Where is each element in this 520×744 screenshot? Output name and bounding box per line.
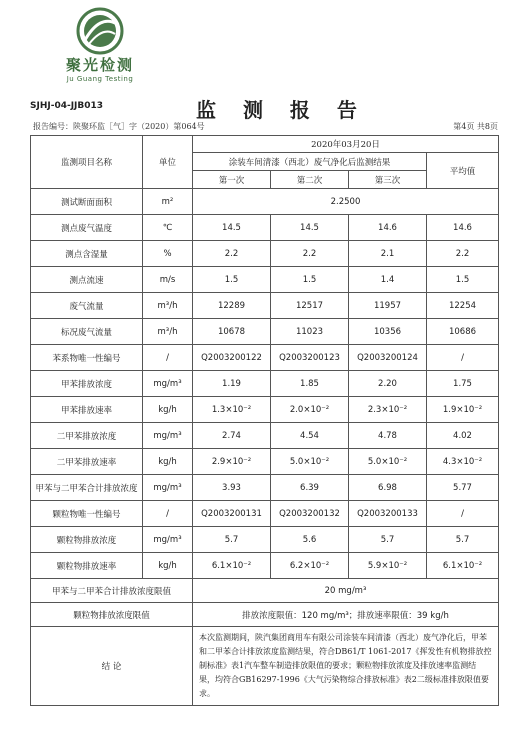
table-row (31, 267, 499, 293)
row-unit: / (143, 501, 193, 527)
row-label: 二甲苯排放速率 (31, 449, 143, 475)
avg-value: 1.9×10⁻² (427, 397, 499, 423)
header-subtitle: 涂装车间清漆（西北）废气净化后监测结果 (193, 153, 427, 171)
row-label: 测点含湿量 (31, 241, 143, 267)
row-unit: kg/h (143, 449, 193, 475)
page-number: 第4页 共8页 (453, 122, 498, 131)
conclusion-label: 结 论 (31, 627, 193, 706)
table-row (31, 241, 499, 267)
table-row (31, 319, 499, 345)
limit-row (31, 579, 499, 603)
avg-value: 6.1×10⁻² (427, 553, 499, 579)
run-value: Q2003200123 (271, 345, 349, 371)
avg-value: 4.3×10⁻² (427, 449, 499, 475)
run-value: 6.39 (271, 475, 349, 501)
row-label: 废气流量 (31, 293, 143, 319)
header-run-1: 第一次 (193, 171, 271, 189)
table-row (31, 345, 499, 371)
run-value: Q2003200122 (193, 345, 271, 371)
row-unit: m² (143, 189, 193, 215)
avg-value: 14.6 (427, 215, 499, 241)
table-row (31, 189, 499, 215)
limit-value: 排放浓度限值：120 mg/m³；排放速率限值：39 kg/h (193, 603, 499, 627)
run-value: 2.74 (193, 423, 271, 449)
row-label: 甲苯与二甲苯合计排放浓度 (31, 475, 143, 501)
company-logo (60, 6, 140, 88)
run-value: 1.4 (349, 267, 427, 293)
run-value: 6.2×10⁻² (271, 553, 349, 579)
run-value: 6.1×10⁻² (193, 553, 271, 579)
row-label: 颗粒物排放速率 (31, 553, 143, 579)
run-value: 5.0×10⁻² (349, 449, 427, 475)
table-row (31, 449, 499, 475)
row-label: 测点流速 (31, 267, 143, 293)
run-value: 4.54 (271, 423, 349, 449)
avg-value: / (427, 501, 499, 527)
run-value: 1.5 (271, 267, 349, 293)
table-row (31, 423, 499, 449)
header-item: 监测项目名称 (31, 136, 143, 189)
logo-name-cn: 聚光检测 (65, 56, 134, 74)
monitoring-results-table (30, 135, 499, 706)
run-value: 5.0×10⁻² (271, 449, 349, 475)
row-unit: kg/h (143, 397, 193, 423)
avg-value: 12254 (427, 293, 499, 319)
run-value: 2.0×10⁻² (271, 397, 349, 423)
avg-value: 2.2 (427, 241, 499, 267)
run-value: 3.93 (193, 475, 271, 501)
avg-value: 1.75 (427, 371, 499, 397)
run-value: 5.9×10⁻² (349, 553, 427, 579)
header-run-2: 第二次 (271, 171, 349, 189)
row-unit: / (143, 345, 193, 371)
run-value: 2.9×10⁻² (193, 449, 271, 475)
avg-value: 4.02 (427, 423, 499, 449)
avg-value: 1.5 (427, 267, 499, 293)
logo-emblem-icon (75, 6, 125, 56)
conclusion-row (31, 627, 499, 706)
avg-value: 5.7 (427, 527, 499, 553)
table-row (31, 293, 499, 319)
avg-value: 10686 (427, 319, 499, 345)
run-value: Q2003200133 (349, 501, 427, 527)
table-row (31, 215, 499, 241)
run-value: 14.5 (193, 215, 271, 241)
document-code: SJHJ-04-JJB013 (30, 101, 104, 111)
run-value: 1.5 (193, 267, 271, 293)
run-value: 5.6 (271, 527, 349, 553)
limit-value: 20 mg/m³ (193, 579, 499, 603)
run-value: 2.1 (349, 241, 427, 267)
table-row (31, 553, 499, 579)
avg-value: 5.77 (427, 475, 499, 501)
run-value: 10678 (193, 319, 271, 345)
row-label: 颗粒物排放浓度 (31, 527, 143, 553)
header-run-3: 第三次 (349, 171, 427, 189)
run-value: 2.2 (193, 241, 271, 267)
table-row (31, 475, 499, 501)
row-unit: mg/m³ (143, 475, 193, 501)
row-unit: m³/h (143, 293, 193, 319)
row-label: 苯系物唯一性编号 (31, 345, 143, 371)
run-value: 11023 (271, 319, 349, 345)
table-row (31, 527, 499, 553)
header-unit: 单位 (143, 136, 193, 189)
row-unit: mg/m³ (143, 527, 193, 553)
row-label: 测点废气温度 (31, 215, 143, 241)
report-number: 报告编号：陕聚环监［气］字（2020）第064号 (33, 122, 205, 131)
run-value: 6.98 (349, 475, 427, 501)
run-value: 2.2 (271, 241, 349, 267)
run-value: 10356 (349, 319, 427, 345)
row-label: 甲苯排放浓度 (31, 371, 143, 397)
row-merged-value: 2.2500 (193, 189, 499, 215)
run-value: 12289 (193, 293, 271, 319)
run-value: 14.5 (271, 215, 349, 241)
run-value: 11957 (349, 293, 427, 319)
row-unit: mg/m³ (143, 371, 193, 397)
run-value: 1.85 (271, 371, 349, 397)
run-value: Q2003200131 (193, 501, 271, 527)
row-label: 测试断面面积 (31, 189, 143, 215)
limit-row (31, 603, 499, 627)
row-unit: mg/m³ (143, 423, 193, 449)
run-value: Q2003200132 (271, 501, 349, 527)
conclusion-text: 本次监测期间，陕汽集团商用车有限公司涂装车间清漆（西北）废气净化后，甲苯和二甲苯合计排放浓度监测结果，符合DB61/T 1061-2017《挥发性有机物排放控制标准》表1汽车整车制造排放限值的要求；颗粒物排放浓度及排放速率监测结果，均符合GB16297-1996《大气污染物综合排放标准》表2二级标准排放限值要求。 (193, 627, 499, 706)
run-value: Q2003200124 (349, 345, 427, 371)
table-row (31, 371, 499, 397)
limit-label: 甲苯与二甲苯合计排放浓度限值 (31, 579, 193, 603)
row-label: 颗粒物唯一性编号 (31, 501, 143, 527)
header-date: 2020年03月20日 (193, 136, 499, 153)
row-unit: m³/h (143, 319, 193, 345)
run-value: 2.20 (349, 371, 427, 397)
row-unit: m/s (143, 267, 193, 293)
header-avg: 平均值 (427, 153, 499, 189)
table-row (31, 397, 499, 423)
row-label: 标况废气流量 (31, 319, 143, 345)
row-unit: ℃ (143, 215, 193, 241)
page-title: 监 测 报 告 (196, 98, 367, 122)
run-value: 2.3×10⁻² (349, 397, 427, 423)
run-value: 12517 (271, 293, 349, 319)
row-label: 二甲苯排放浓度 (31, 423, 143, 449)
limit-label: 颗粒物排放浓度限值 (31, 603, 193, 627)
run-value: 5.7 (193, 527, 271, 553)
run-value: 14.6 (349, 215, 427, 241)
run-value: 1.3×10⁻² (193, 397, 271, 423)
row-unit: % (143, 241, 193, 267)
avg-value: / (427, 345, 499, 371)
logo-name-en: Ju Guang Testing (66, 75, 134, 83)
table-row (31, 501, 499, 527)
row-label: 甲苯排放速率 (31, 397, 143, 423)
run-value: 1.19 (193, 371, 271, 397)
run-value: 5.7 (349, 527, 427, 553)
row-unit: kg/h (143, 553, 193, 579)
run-value: 4.78 (349, 423, 427, 449)
